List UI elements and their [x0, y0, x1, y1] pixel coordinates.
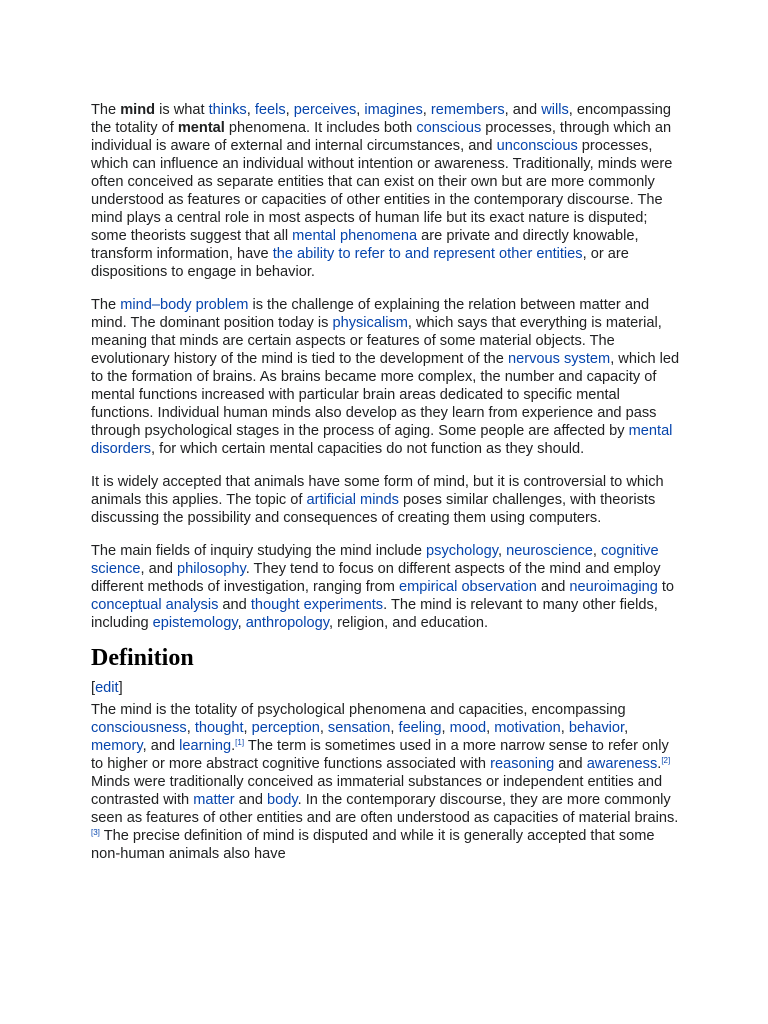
link-feels[interactable]: feels — [254, 102, 286, 118]
link-mental-disorders[interactable]: mental disorders — [91, 423, 673, 457]
term-mental: mental — [177, 120, 225, 136]
term-mind: mind — [120, 102, 156, 118]
article-body — [91, 101, 681, 863]
link-conscious[interactable]: conscious — [416, 120, 482, 136]
link-memory[interactable]: memory — [91, 738, 143, 754]
link-neuroimaging[interactable]: neuroimaging — [569, 579, 658, 595]
link-physicalism[interactable]: physicalism — [332, 315, 408, 331]
link-feeling[interactable]: feeling — [398, 720, 442, 736]
link-epistemology[interactable]: epistemology — [152, 615, 238, 631]
link-thought-experiments[interactable]: thought experiments — [250, 597, 384, 613]
link-perceives[interactable]: perceives — [293, 102, 357, 118]
link-consciousness[interactable]: consciousness — [91, 720, 187, 736]
intro-paragraph: The mind is what thinks, feels, perceives, imagines, remembers, and wills, encompassing the totality of mental phenomena. It includes both conscious processes, through which an individual is aware of external and internal circumstances, and unconscious processes, which can influence an individual without intention or awareness. Traditionally, minds were often conceived as separate entities that can exist on their own but are more commonly understood as features or capacities of other entities in the contemporary discourse. The mind plays a central role in most aspects of human life but its exact nature is disputed; some theorists suggest that all mental phenomena are private and directly knowable, transform information, have the ability to refer to and represent other entities, or are dispositions to engage in behavior. — [91, 102, 673, 280]
link-perception[interactable]: perception — [251, 720, 320, 736]
definition-paragraph: The mind is the totality of psychological phenomena and capacities, encompassing consciousness, thought, perception, sensation, feeling, mood, motivation, behavior, memory, and learning.[1] The term is sometimes used in a more narrow sense to refer only to higher or more abstract cognitive functions associated with reasoning and awareness.[2] Minds were traditionally conceived as immaterial substances or independent entities and contrasted with matter and body. In the contemporary discourse, they are more commonly seen as features of other entities and are often understood as capacities of material brains.[3] The precise definition of mind is disputed and while it is generally accepted that some non-human animals also have — [91, 702, 679, 862]
link-ability-to-refer[interactable]: the ability to refer to and represent other entities — [272, 246, 583, 262]
mind-body-paragraph: The mind–body problem is the challenge of explaining the relation between matter and mind. The dominant position today is physicalism, which says that everything is material, meaning that minds are certain aspects or features of some material objects. The evolutionary history of the mind is tied to the development of the nervous system, which led to the formation of brains. As brains became more complex, the number and capacity of mental functions increased with particular brain areas dedicated to specific mental functions. Individual human minds also develop as they learn from experience and pass through psychological stages in the process of aging. Some people are affected by mental disorders, for which certain mental capacities do not function as they should. — [91, 297, 680, 457]
link-unconscious[interactable]: unconscious — [496, 138, 578, 154]
section-heading-definition: Definition — [91, 645, 194, 671]
link-learning[interactable]: learning — [179, 738, 232, 754]
link-awareness[interactable]: awareness — [586, 756, 658, 772]
fields-paragraph: The main fields of inquiry studying the mind include psychology, neuroscience, cognitive science, and philosophy. They tend to focus on different aspects of the mind and employ different methods of investigation, ranging from empirical observation and neuroimaging to conceptual analysis and thought experiments. The mind is relevant to many other fields, including epistemology, anthropology, religion, and education. — [91, 543, 675, 631]
link-mood[interactable]: mood — [449, 720, 487, 736]
link-behavior[interactable]: behavior — [568, 720, 625, 736]
edit-link[interactable]: edit — [95, 680, 119, 696]
edit-section-link: [edit] — [91, 680, 123, 696]
link-wills[interactable]: wills — [541, 102, 569, 118]
link-reasoning[interactable]: reasoning — [490, 756, 555, 772]
link-sensation[interactable]: sensation — [327, 720, 391, 736]
link-psychology[interactable]: psychology — [426, 543, 498, 559]
link-philosophy[interactable]: philosophy — [177, 561, 246, 577]
link-empirical-observation[interactable]: empirical observation — [399, 579, 537, 595]
link-thinks[interactable]: thinks — [208, 102, 247, 118]
link-matter[interactable]: matter — [193, 792, 235, 808]
link-thought[interactable]: thought — [194, 720, 244, 736]
link-artificial-minds[interactable]: artificial minds — [306, 492, 399, 508]
link-mental-phenomena[interactable]: mental phenomena — [292, 228, 418, 244]
link-conceptual-analysis[interactable]: conceptual analysis — [91, 597, 219, 613]
link-remembers[interactable]: remembers — [430, 102, 505, 118]
link-imagines[interactable]: imagines — [364, 102, 423, 118]
link-body[interactable]: body — [267, 792, 298, 808]
link-neuroscience[interactable]: neuroscience — [506, 543, 593, 559]
citation-3[interactable]: [3] — [91, 828, 100, 837]
animals-paragraph: It is widely accepted that animals have some form of mind, but it is controversial to which animals this applies. The topic of artificial minds poses similar challenges, with theorists discussing the possibility and consequences of creating them using computers. — [91, 474, 664, 526]
link-nervous-system[interactable]: nervous system — [507, 351, 611, 367]
citation-1[interactable]: [1] — [235, 738, 245, 747]
link-mind-body-problem[interactable]: mind–body problem — [120, 297, 249, 313]
citation-2[interactable]: [2] — [661, 756, 671, 765]
link-cognitive-science[interactable]: cognitive science — [91, 543, 659, 577]
link-motivation[interactable]: motivation — [494, 720, 561, 736]
link-anthropology[interactable]: anthropology — [245, 615, 329, 631]
